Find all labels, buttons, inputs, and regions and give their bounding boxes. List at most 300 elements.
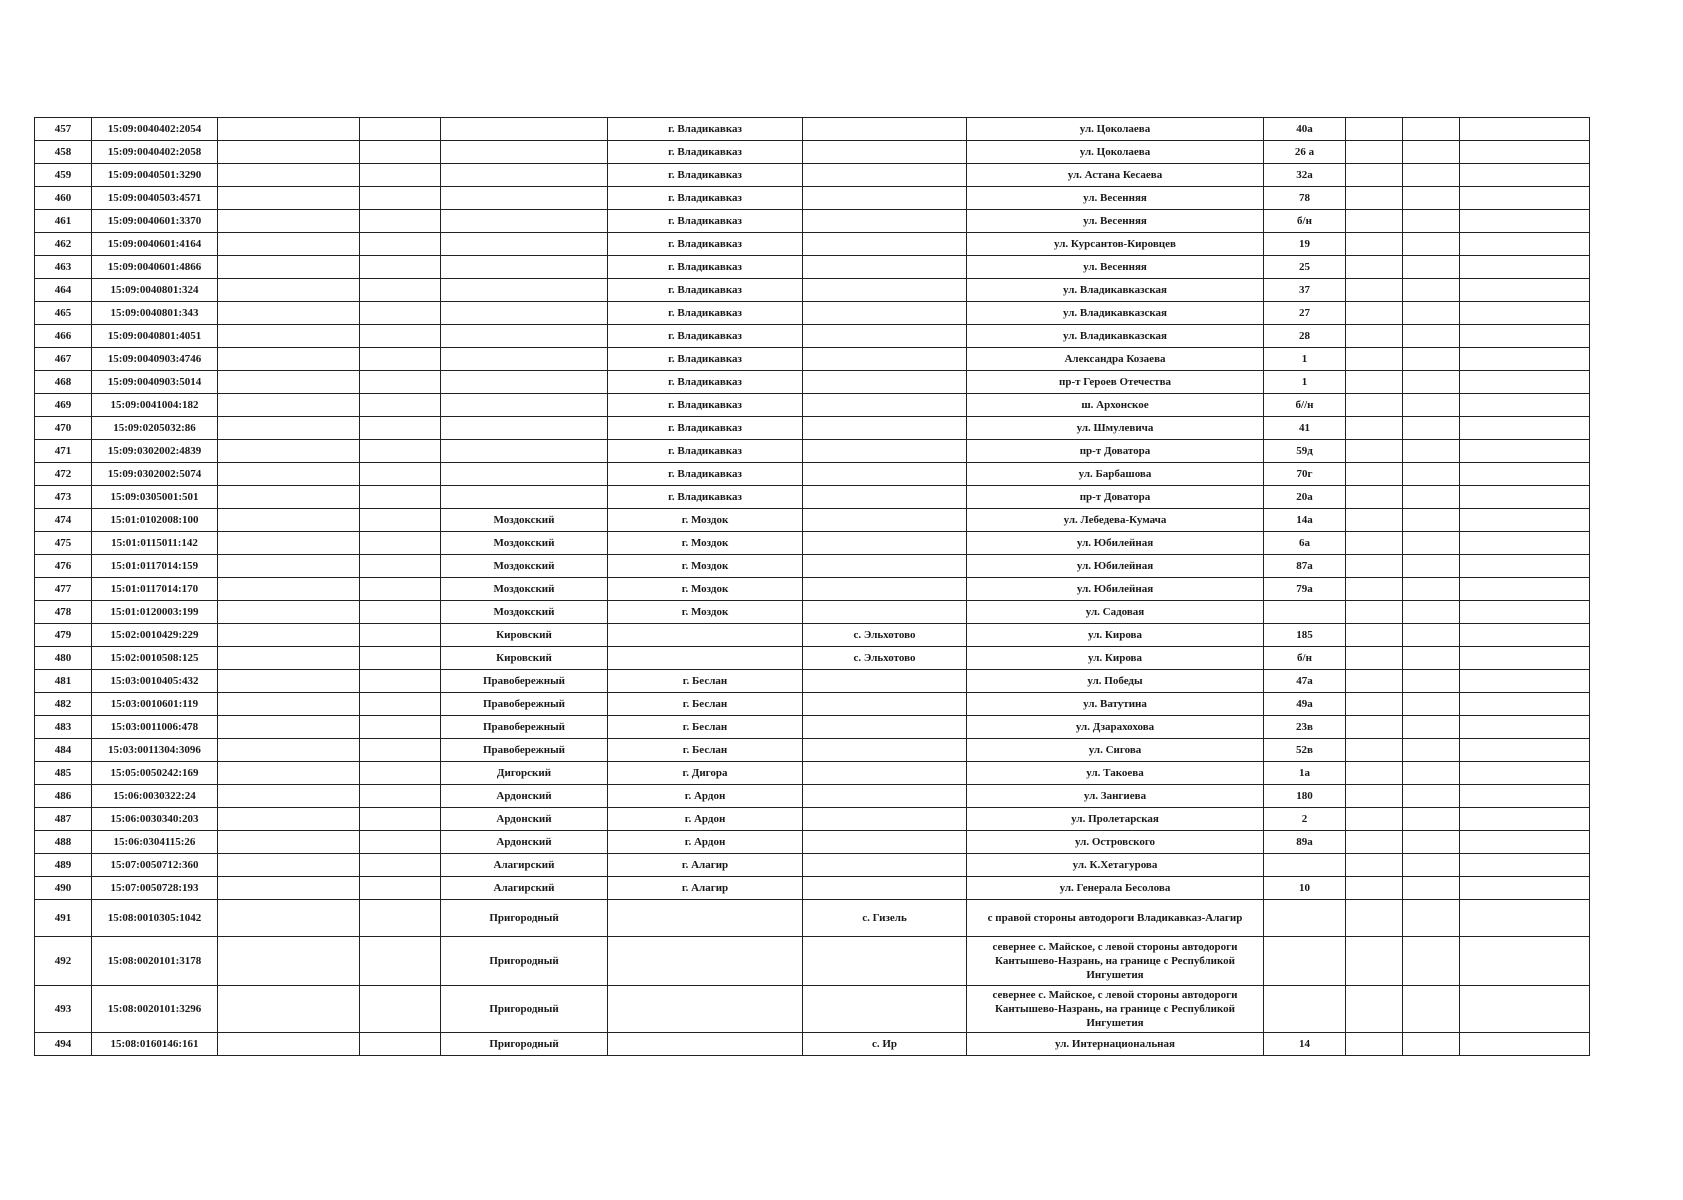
empty-cell: [218, 877, 360, 900]
cadastral-number-cell: 15:03:0010405:432: [92, 670, 218, 693]
empty-cell: [1346, 877, 1403, 900]
empty-cell: [1403, 210, 1460, 233]
empty-cell: [1460, 532, 1590, 555]
empty-cell: [218, 670, 360, 693]
village-cell: с. Ир: [803, 1033, 967, 1056]
house-number-cell: [1264, 937, 1346, 986]
empty-cell: [1403, 831, 1460, 854]
empty-cell: [218, 986, 360, 1033]
table-row: [35, 394, 1590, 417]
city-cell: г. Алагир: [608, 854, 803, 877]
row-number-cell: 483: [35, 716, 92, 739]
empty-cell: [1460, 210, 1590, 233]
village-cell: [803, 937, 967, 986]
table-row: [35, 578, 1590, 601]
empty-cell: [1346, 118, 1403, 141]
street-cell: ул. К.Хетагурова: [967, 854, 1264, 877]
district-cell: Правобережный: [441, 670, 608, 693]
cadastral-number-cell: 15:09:0302002:5074: [92, 463, 218, 486]
table-body: [35, 118, 1590, 1056]
house-number-cell: 49а: [1264, 693, 1346, 716]
village-cell: [803, 578, 967, 601]
empty-cell: [360, 141, 441, 164]
empty-cell: [1403, 624, 1460, 647]
row-number-cell: 463: [35, 256, 92, 279]
empty-cell: [1346, 762, 1403, 785]
street-cell: ул. Такоева: [967, 762, 1264, 785]
empty-cell: [1403, 118, 1460, 141]
empty-cell: [1346, 601, 1403, 624]
empty-cell: [218, 302, 360, 325]
empty-cell: [218, 164, 360, 187]
empty-cell: [360, 647, 441, 670]
village-cell: [803, 601, 967, 624]
empty-cell: [1460, 601, 1590, 624]
city-cell: г. Владикавказ: [608, 463, 803, 486]
village-cell: [803, 670, 967, 693]
cadastral-number-cell: 15:09:0305001:501: [92, 486, 218, 509]
empty-cell: [360, 854, 441, 877]
street-cell: ул. Юбилейная: [967, 532, 1264, 555]
empty-cell: [1460, 302, 1590, 325]
district-cell: Алагирский: [441, 854, 608, 877]
house-number-cell: 26 а: [1264, 141, 1346, 164]
empty-cell: [218, 601, 360, 624]
empty-cell: [1346, 256, 1403, 279]
street-cell: ул. Весенняя: [967, 256, 1264, 279]
empty-cell: [360, 509, 441, 532]
empty-cell: [1460, 440, 1590, 463]
empty-cell: [218, 348, 360, 371]
city-cell: г. Дигора: [608, 762, 803, 785]
row-number-cell: 493: [35, 986, 92, 1033]
city-cell: [608, 1033, 803, 1056]
street-cell: ул. Цоколаева: [967, 141, 1264, 164]
city-cell: г. Владикавказ: [608, 302, 803, 325]
empty-cell: [1346, 302, 1403, 325]
cadastral-number-cell: 15:01:0115011:142: [92, 532, 218, 555]
empty-cell: [1460, 256, 1590, 279]
district-cell: [441, 141, 608, 164]
empty-cell: [1403, 440, 1460, 463]
empty-cell: [1346, 509, 1403, 532]
cadastral-number-cell: 15:01:0117014:159: [92, 555, 218, 578]
village-cell: [803, 440, 967, 463]
empty-cell: [1346, 440, 1403, 463]
cadastral-number-cell: 15:03:0011304:3096: [92, 739, 218, 762]
cadastral-number-cell: 15:06:0030322:24: [92, 785, 218, 808]
empty-cell: [218, 785, 360, 808]
house-number-cell: 185: [1264, 624, 1346, 647]
empty-cell: [218, 279, 360, 302]
empty-cell: [1346, 555, 1403, 578]
street-cell: ш. Архонское: [967, 394, 1264, 417]
row-number-cell: 476: [35, 555, 92, 578]
house-number-cell: 14: [1264, 1033, 1346, 1056]
table-row: [35, 831, 1590, 854]
empty-cell: [1460, 233, 1590, 256]
empty-cell: [1403, 877, 1460, 900]
empty-cell: [218, 325, 360, 348]
cadastral-number-cell: 15:09:0041004:182: [92, 394, 218, 417]
empty-cell: [1460, 325, 1590, 348]
empty-cell: [1403, 555, 1460, 578]
row-number-cell: 460: [35, 187, 92, 210]
table-row: [35, 302, 1590, 325]
cadastral-number-cell: 15:09:0040501:3290: [92, 164, 218, 187]
row-number-cell: 484: [35, 739, 92, 762]
empty-cell: [218, 417, 360, 440]
empty-cell: [1346, 808, 1403, 831]
empty-cell: [1403, 1033, 1460, 1056]
cadastral-number-cell: 15:01:0117014:170: [92, 578, 218, 601]
cadastral-number-cell: 15:06:0030340:203: [92, 808, 218, 831]
empty-cell: [1403, 716, 1460, 739]
empty-cell: [1460, 877, 1590, 900]
empty-cell: [218, 509, 360, 532]
table-row: [35, 256, 1590, 279]
table-row: [35, 509, 1590, 532]
empty-cell: [1346, 624, 1403, 647]
city-cell: г. Владикавказ: [608, 164, 803, 187]
empty-cell: [1403, 900, 1460, 937]
house-number-cell: 6а: [1264, 532, 1346, 555]
registry-table-page: [34, 117, 1589, 1056]
empty-cell: [360, 164, 441, 187]
table-row: [35, 647, 1590, 670]
empty-cell: [1460, 986, 1590, 1033]
empty-cell: [1460, 831, 1590, 854]
empty-cell: [218, 693, 360, 716]
village-cell: [803, 394, 967, 417]
empty-cell: [1403, 394, 1460, 417]
village-cell: [803, 486, 967, 509]
cadastral-number-cell: 15:02:0010508:125: [92, 647, 218, 670]
street-cell: ул. Владикавказская: [967, 279, 1264, 302]
city-cell: г. Моздок: [608, 601, 803, 624]
row-number-cell: 492: [35, 937, 92, 986]
empty-cell: [1460, 854, 1590, 877]
cadastral-number-cell: 15:09:0205032:86: [92, 417, 218, 440]
cadastral-number-cell: 15:06:0304115:26: [92, 831, 218, 854]
row-number-cell: 466: [35, 325, 92, 348]
district-cell: [441, 256, 608, 279]
row-number-cell: 490: [35, 877, 92, 900]
house-number-cell: 27: [1264, 302, 1346, 325]
empty-cell: [1346, 831, 1403, 854]
table-row: [35, 187, 1590, 210]
row-number-cell: 481: [35, 670, 92, 693]
empty-cell: [360, 256, 441, 279]
empty-cell: [1346, 986, 1403, 1033]
empty-cell: [218, 210, 360, 233]
house-number-cell: 2: [1264, 808, 1346, 831]
city-cell: [608, 937, 803, 986]
empty-cell: [218, 578, 360, 601]
city-cell: г. Моздок: [608, 555, 803, 578]
street-cell: пр-т Героев Отечества: [967, 371, 1264, 394]
house-number-cell: б/н: [1264, 210, 1346, 233]
district-cell: Дигорский: [441, 762, 608, 785]
district-cell: [441, 164, 608, 187]
district-cell: [441, 348, 608, 371]
table-row: [35, 440, 1590, 463]
row-number-cell: 480: [35, 647, 92, 670]
district-cell: Ардонский: [441, 785, 608, 808]
table-row: [35, 555, 1590, 578]
district-cell: Пригородный: [441, 986, 608, 1033]
empty-cell: [360, 210, 441, 233]
house-number-cell: 59д: [1264, 440, 1346, 463]
empty-cell: [1460, 187, 1590, 210]
cadastral-number-cell: 15:01:0120003:199: [92, 601, 218, 624]
house-number-cell: 23в: [1264, 716, 1346, 739]
street-cell: ул. Владикавказская: [967, 325, 1264, 348]
district-cell: Моздокский: [441, 555, 608, 578]
cadastral-number-cell: 15:09:0040402:2058: [92, 141, 218, 164]
house-number-cell: 87а: [1264, 555, 1346, 578]
village-cell: [803, 348, 967, 371]
city-cell: г. Владикавказ: [608, 417, 803, 440]
street-cell: ул. Кирова: [967, 647, 1264, 670]
house-number-cell: 40а: [1264, 118, 1346, 141]
city-cell: [608, 624, 803, 647]
empty-cell: [360, 601, 441, 624]
empty-cell: [1403, 486, 1460, 509]
empty-cell: [360, 986, 441, 1033]
empty-cell: [1460, 509, 1590, 532]
empty-cell: [1346, 900, 1403, 937]
street-cell: ул. Астана Кесаева: [967, 164, 1264, 187]
empty-cell: [360, 877, 441, 900]
empty-cell: [360, 348, 441, 371]
district-cell: [441, 325, 608, 348]
city-cell: г. Беслан: [608, 670, 803, 693]
village-cell: [803, 532, 967, 555]
cadastral-number-cell: 15:09:0040402:2054: [92, 118, 218, 141]
empty-cell: [360, 118, 441, 141]
street-cell: ул. Островского: [967, 831, 1264, 854]
city-cell: г. Владикавказ: [608, 233, 803, 256]
city-cell: г. Владикавказ: [608, 141, 803, 164]
city-cell: г. Моздок: [608, 578, 803, 601]
empty-cell: [1346, 187, 1403, 210]
house-number-cell: 1а: [1264, 762, 1346, 785]
house-number-cell: б//н: [1264, 394, 1346, 417]
village-cell: [803, 785, 967, 808]
empty-cell: [1346, 279, 1403, 302]
table-row: [35, 1033, 1590, 1056]
street-cell: ул. Барбашова: [967, 463, 1264, 486]
row-number-cell: 488: [35, 831, 92, 854]
district-cell: Моздокский: [441, 601, 608, 624]
village-cell: [803, 739, 967, 762]
table-row: [35, 348, 1590, 371]
empty-cell: [1346, 854, 1403, 877]
row-number-cell: 471: [35, 440, 92, 463]
empty-cell: [218, 532, 360, 555]
village-cell: [803, 325, 967, 348]
city-cell: [608, 986, 803, 1033]
empty-cell: [360, 808, 441, 831]
house-number-cell: 19: [1264, 233, 1346, 256]
city-cell: г. Владикавказ: [608, 440, 803, 463]
empty-cell: [1460, 900, 1590, 937]
city-cell: г. Владикавказ: [608, 118, 803, 141]
empty-cell: [218, 463, 360, 486]
empty-cell: [1346, 532, 1403, 555]
street-cell: ул. Юбилейная: [967, 578, 1264, 601]
empty-cell: [360, 532, 441, 555]
city-cell: г. Владикавказ: [608, 486, 803, 509]
empty-cell: [1346, 486, 1403, 509]
empty-cell: [1460, 371, 1590, 394]
street-cell: пр-т Доватора: [967, 440, 1264, 463]
empty-cell: [218, 900, 360, 937]
cadastral-number-cell: 15:03:0010601:119: [92, 693, 218, 716]
empty-cell: [218, 118, 360, 141]
village-cell: [803, 555, 967, 578]
empty-cell: [1346, 325, 1403, 348]
village-cell: с. Эльхотово: [803, 647, 967, 670]
row-number-cell: 469: [35, 394, 92, 417]
street-cell: ул. Цоколаева: [967, 118, 1264, 141]
street-cell: ул. Зангиева: [967, 785, 1264, 808]
empty-cell: [360, 785, 441, 808]
empty-cell: [1346, 463, 1403, 486]
row-number-cell: 465: [35, 302, 92, 325]
empty-cell: [1403, 279, 1460, 302]
city-cell: г. Владикавказ: [608, 394, 803, 417]
table-row: [35, 463, 1590, 486]
empty-cell: [360, 624, 441, 647]
cadastral-number-cell: 15:09:0040601:4866: [92, 256, 218, 279]
city-cell: г. Владикавказ: [608, 279, 803, 302]
house-number-cell: 79а: [1264, 578, 1346, 601]
street-cell: ул. Победы: [967, 670, 1264, 693]
empty-cell: [218, 256, 360, 279]
empty-cell: [1460, 937, 1590, 986]
empty-cell: [1403, 509, 1460, 532]
empty-cell: [1460, 118, 1590, 141]
street-cell: ул. Пролетарская: [967, 808, 1264, 831]
district-cell: [441, 233, 608, 256]
empty-cell: [1403, 854, 1460, 877]
district-cell: Моздокский: [441, 532, 608, 555]
village-cell: [803, 187, 967, 210]
district-cell: Кировский: [441, 647, 608, 670]
row-number-cell: 462: [35, 233, 92, 256]
district-cell: Алагирский: [441, 877, 608, 900]
city-cell: г. Владикавказ: [608, 348, 803, 371]
house-number-cell: 52в: [1264, 739, 1346, 762]
empty-cell: [360, 555, 441, 578]
empty-cell: [1346, 937, 1403, 986]
street-cell: ул. Весенняя: [967, 210, 1264, 233]
table-row: [35, 233, 1590, 256]
table-row: [35, 854, 1590, 877]
empty-cell: [218, 371, 360, 394]
empty-cell: [1403, 164, 1460, 187]
empty-cell: [1346, 647, 1403, 670]
house-number-cell: 89а: [1264, 831, 1346, 854]
empty-cell: [1346, 371, 1403, 394]
district-cell: Кировский: [441, 624, 608, 647]
village-cell: [803, 371, 967, 394]
cadastral-number-cell: 15:09:0040503:4571: [92, 187, 218, 210]
empty-cell: [1403, 670, 1460, 693]
village-cell: с. Гизель: [803, 900, 967, 937]
house-number-cell: 28: [1264, 325, 1346, 348]
empty-cell: [360, 670, 441, 693]
village-cell: [803, 831, 967, 854]
empty-cell: [1460, 394, 1590, 417]
table-row: [35, 210, 1590, 233]
empty-cell: [218, 624, 360, 647]
street-cell: ул. Сигова: [967, 739, 1264, 762]
table-row: [35, 417, 1590, 440]
cadastral-number-cell: 15:08:0020101:3296: [92, 986, 218, 1033]
empty-cell: [218, 1033, 360, 1056]
empty-cell: [360, 739, 441, 762]
city-cell: г. Беслан: [608, 739, 803, 762]
empty-cell: [360, 937, 441, 986]
city-cell: г. Ардон: [608, 785, 803, 808]
empty-cell: [218, 233, 360, 256]
row-number-cell: 485: [35, 762, 92, 785]
cadastral-number-cell: 15:09:0040601:4164: [92, 233, 218, 256]
cadastral-number-cell: 15:07:0050728:193: [92, 877, 218, 900]
district-cell: Пригородный: [441, 937, 608, 986]
city-cell: г. Беслан: [608, 716, 803, 739]
empty-cell: [1346, 233, 1403, 256]
empty-cell: [360, 279, 441, 302]
district-cell: [441, 417, 608, 440]
empty-cell: [1403, 325, 1460, 348]
empty-cell: [218, 808, 360, 831]
street-cell: ул. Курсантов-Кировцев: [967, 233, 1264, 256]
city-cell: г. Владикавказ: [608, 325, 803, 348]
empty-cell: [1403, 417, 1460, 440]
empty-cell: [1460, 716, 1590, 739]
house-number-cell: 37: [1264, 279, 1346, 302]
empty-cell: [360, 486, 441, 509]
table-row: [35, 762, 1590, 785]
empty-cell: [360, 900, 441, 937]
village-cell: [803, 762, 967, 785]
cadastral-number-cell: 15:09:0040601:3370: [92, 210, 218, 233]
empty-cell: [1460, 739, 1590, 762]
city-cell: г. Моздок: [608, 532, 803, 555]
street-cell: ул. Лебедева-Кумача: [967, 509, 1264, 532]
house-number-cell: 32а: [1264, 164, 1346, 187]
empty-cell: [360, 762, 441, 785]
empty-cell: [360, 417, 441, 440]
empty-cell: [1403, 739, 1460, 762]
empty-cell: [360, 187, 441, 210]
street-cell: Александра Козаева: [967, 348, 1264, 371]
empty-cell: [1403, 233, 1460, 256]
house-number-cell: [1264, 854, 1346, 877]
house-number-cell: 70г: [1264, 463, 1346, 486]
district-cell: Ардонский: [441, 831, 608, 854]
empty-cell: [360, 831, 441, 854]
district-cell: Пригородный: [441, 1033, 608, 1056]
empty-cell: [1403, 141, 1460, 164]
table-row: [35, 986, 1590, 1033]
empty-cell: [1460, 463, 1590, 486]
district-cell: [441, 486, 608, 509]
